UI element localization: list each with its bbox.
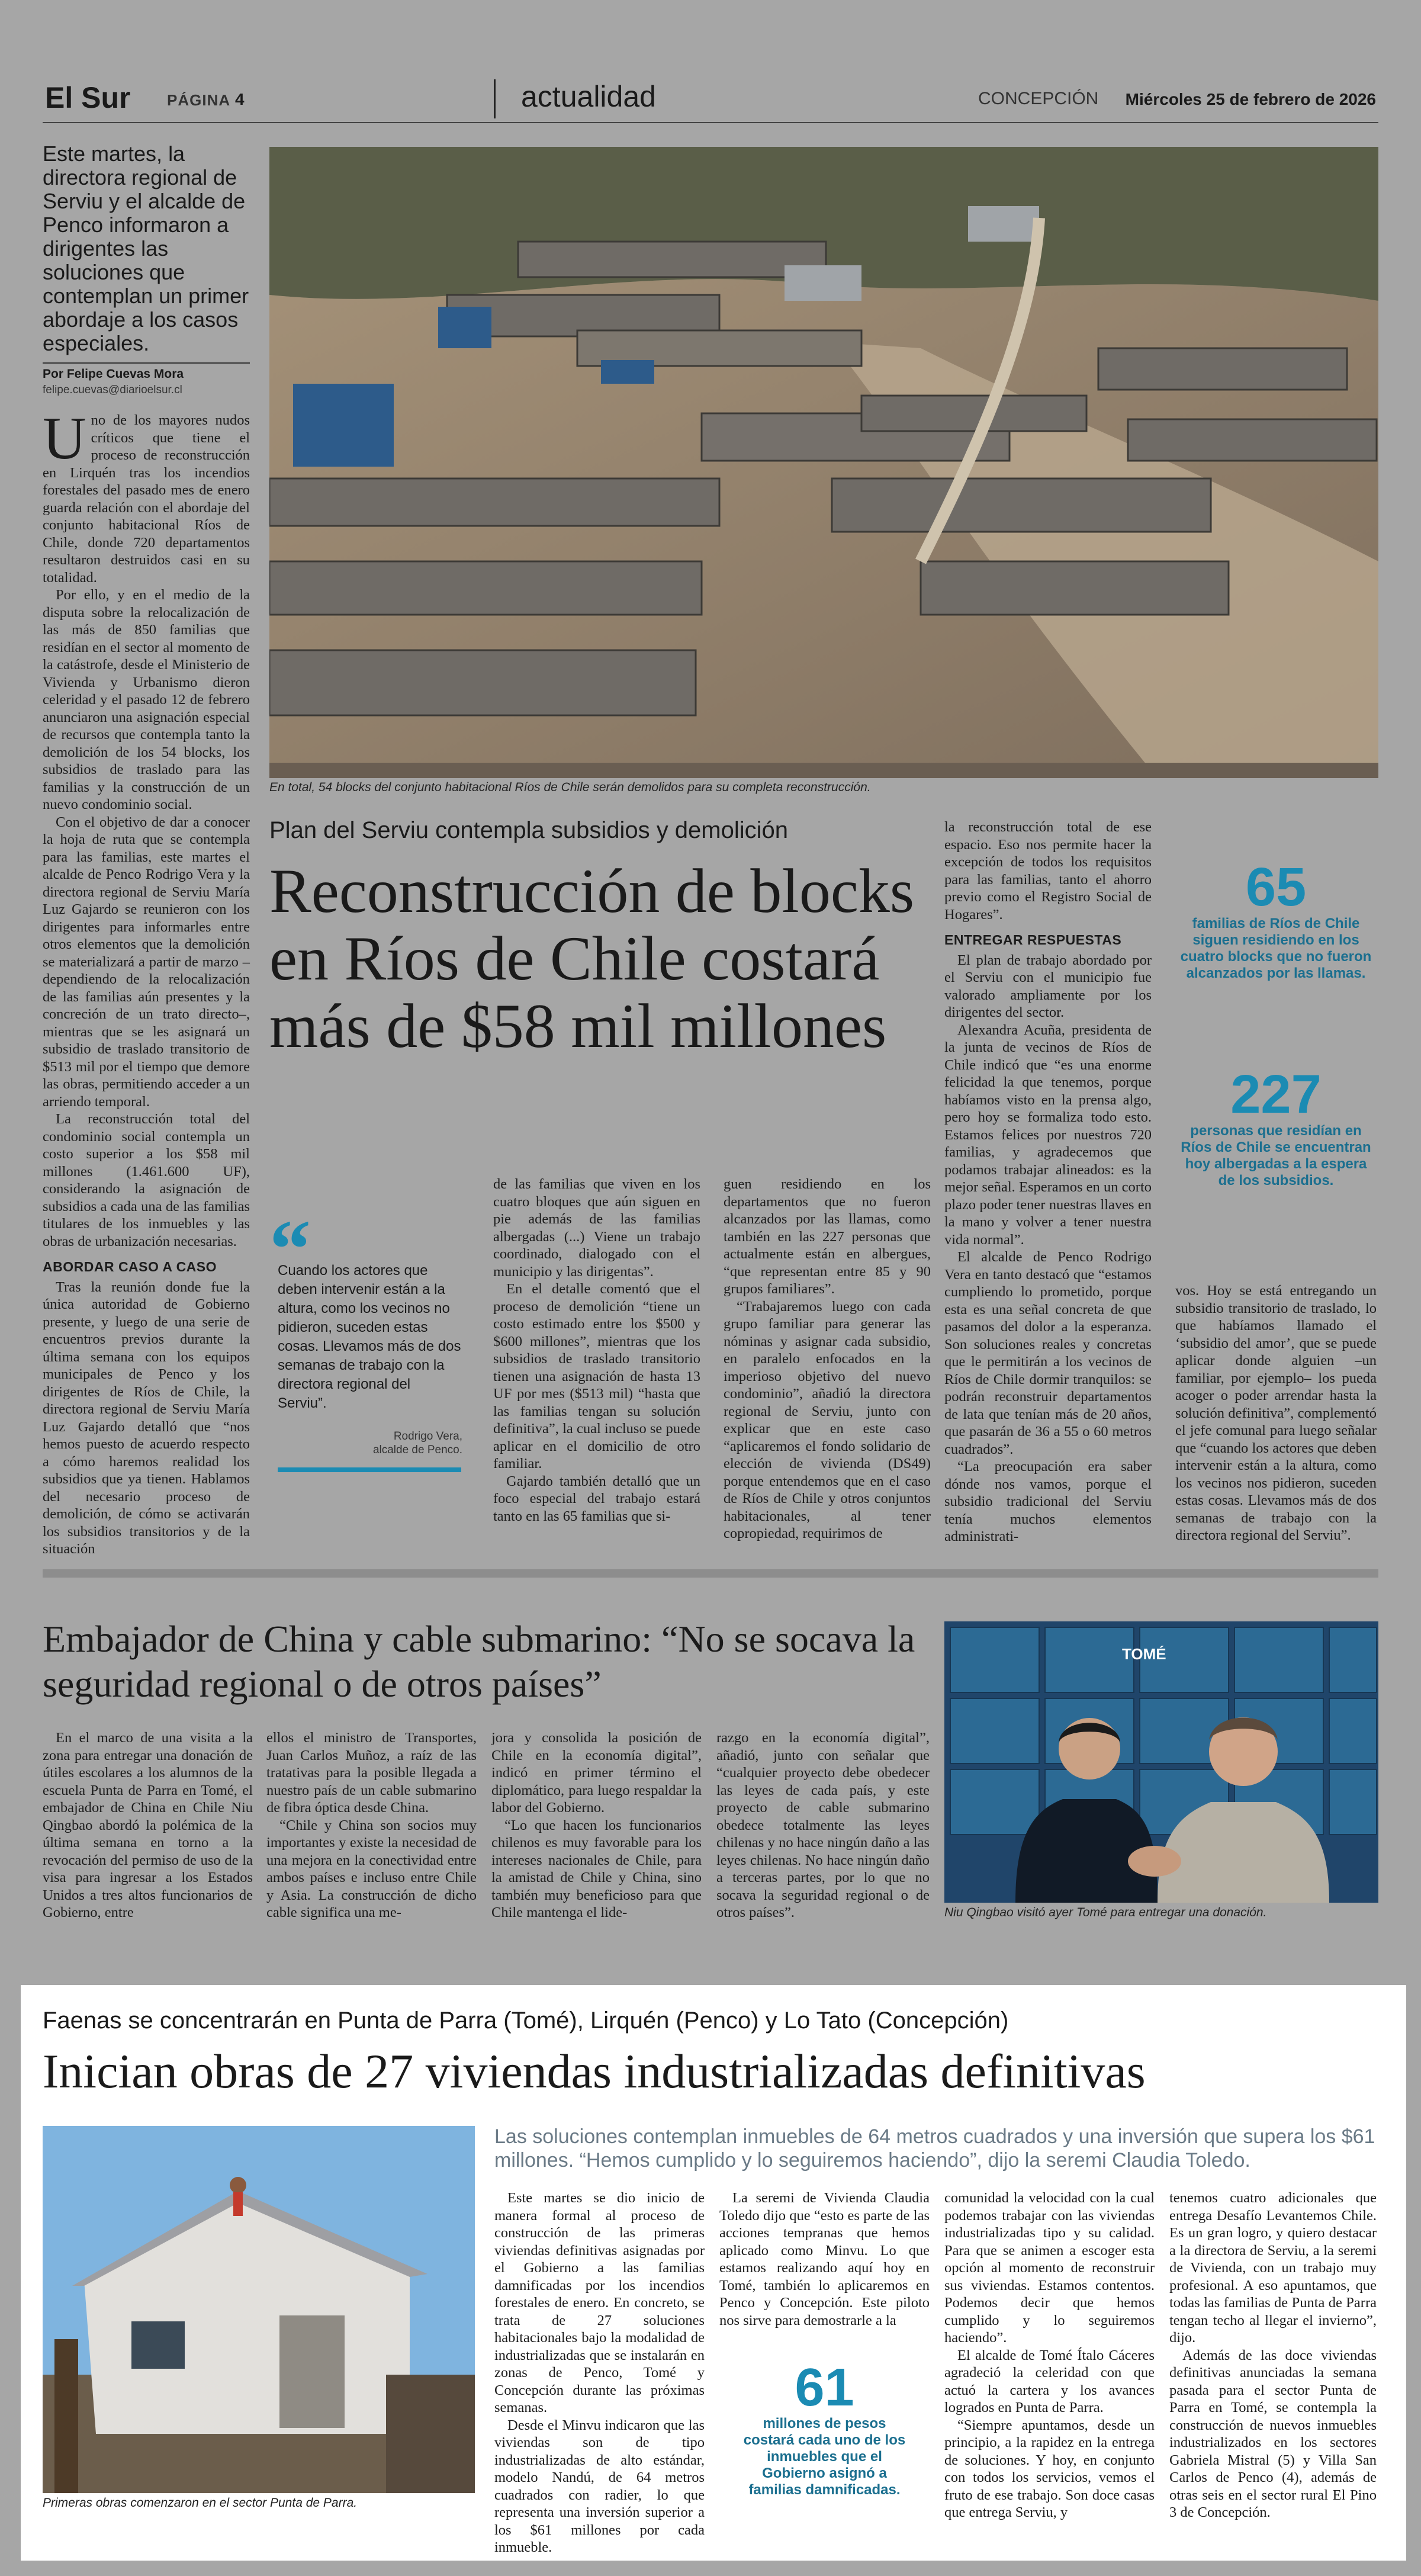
paragraph: Gajardo también detalló que un foco especial del trabajo estará tanto en las 65 familias que si- [493, 1473, 700, 1524]
story3-column-4 [1169, 2189, 1377, 2522]
subhead-abordar: ABORDAR CASO A CASO [43, 1259, 217, 1274]
quote-mark-icon: “ [269, 1203, 311, 1295]
paragraph: En el detalle comentó que el proceso de demolición “tiene un costo estimado entre los $500 y $600 millones”, mientras que los subsidios de traslado transitorio tienen una asignación de hasta 13 UF por mes ($513 mil) “hasta que las familias tengan su solución definitiva”, la cual incluso se puede aplicar en el domicilio de otro familiar. [493, 1281, 700, 1472]
quote-text: Cuando los actores que deben intervenir están a la altura, como los vecinos no pidieron, suceden estas cosas. Llevamos más de dos semanas de trabajo con la directora regional del Serviu”. [278, 1263, 461, 1411]
paragraph: La reconstrucción total del condominio social contempla un costo superior a los $58 mil millones (1.461.600 UF), considerando la asignación de subsidios a cada una de las familias titulares de los inmuebles y las obras de urbanización necesarias. [43, 1111, 250, 1250]
paragraph: guen residiendo en los departamentos que no fueron alcanzados por las llamas, como también en las 227 personas que actualmente están en albergues, “que representan entre 85 y 90 grupos familiares”. [724, 1176, 931, 1297]
paragraph: vos. Hoy se está entregando un subsidio transitorio de traslado, lo que habíamos llamado el ‘subsidio del amor’, que se puede aplicar donde alguien –un familiar, por ejemplo– los pueda acoger o poder arrendar hasta la solución definitiva”, complementó el jefe comunal para luego señalar que “cuando los actores que deben intervenir están a la altura, como los vecinos nos pidieron, suceden estas cosas. Llevamos más de dos semanas de trabajo con la directora regional del Serviu”. [1175, 1283, 1377, 1543]
rios-de-chile-photo [269, 147, 1378, 778]
paragraph: La seremi de Vivienda Claudia Toledo dijo que “esto es parte de las acciones tempranas que hemos aplicado como Minvu. Lo que estamos realizando aquí hoy en Tomé, también lo aplicaremos en Penco y Concepción. Este piloto nos sirve para demostrarle a la [719, 2190, 930, 2328]
story1-kicker: Plan del Serviu contempla subsidios y demolición [269, 817, 789, 843]
byline: Por Felipe Cuevas Mora [43, 367, 184, 381]
paragraph: El plan de trabajo abordado por el Serviu con el municipio fue valorado ampliamente por los dirigentes del sector. [944, 952, 1152, 1020]
story2-column-3 [491, 1729, 702, 1922]
header-divider [494, 79, 496, 118]
paragraph: de las familias que viven en los cuatro bloques que aún siguen en pie además de las familias albergadas (...) Viene un trabajo coordinado, dialogado con el municipio y las dirigentas”. [493, 1176, 700, 1280]
paragraph: tenemos cuatro adicionales que entrega Desafío Levantemos Chile. Es un gran logro, y quiero destacar a la directora de Serviu, a la seremi de Vivienda, con un trabajo muy profesional. A eso apuntamos, que todas las familias de Punta de Parra tengan techo al llegar el invierno”, dijo. [1169, 2190, 1377, 2346]
story2-column-1 [43, 1729, 253, 1922]
drop-cap: U [43, 405, 86, 472]
stat-65 [1175, 859, 1377, 982]
city: CONCEPCIÓN [978, 89, 1099, 108]
story2-column-4 [716, 1729, 930, 1922]
date: Miércoles 25 de febrero de 2026 [1125, 90, 1376, 108]
paragraph: Desde el Minvu indicaron que las viviendas son de tipo industrializadas de alto estándar, modelo Nandú, de 64 metros cuadrados con radier, lo que representa una inversión superior a los $61 millones por cada inmueble. [494, 2417, 705, 2555]
paragraph: Por ello, y en el medio de la disputa sobre la relocalización de las más de 850 familias que residían en el sector al momento de la catástrofe, desde el Ministerio de Vivienda y Urbanismo dieron celeridad y el pasado 12 de febrero anunciaron una asignación especial de recursos que contempla tanto la demolición de los 54 blocks, los subsidios de traslado para las familias y la construcción de un nuevo condominio social. [43, 587, 250, 812]
paragraph: la reconstrucción total de ese espacio. Eso nos permite hacer la excepción de todos los requisitos para las familias, tanto el ahorro previo como el Registro Social de Hogares”. [944, 819, 1152, 923]
section-name: actualidad [521, 80, 656, 113]
stat-text: personas que residían en Ríos de Chile se encuentran hoy albergadas a la espera de los subsidios. [1181, 1123, 1371, 1189]
story2-headline: Embajador de China y cable submarino: “No se socava la seguridad regional o de otros países” [43, 1618, 915, 1705]
paragraph: Con el objetivo de dar a conocer la hoja de ruta que se contempla para las familias, este martes el alcalde de Penco Rodrigo Vera y la directora regional de Serviu María Luz Gajardo se reunieron con los dirigentes para informarles entre otros elementos que la demolición se materializará a partir de marzo –dependiendo de la relocalización de las familias aún presentes y la concreción de un trato directo–, mientras que se les asignará un subsidio de traslado transitorio de $513 mil por el tiempo que demore las obras, permitiendo acceder a un arriendo temporal. [43, 814, 250, 1110]
stat-text: familias de Ríos de Chile siguen residiendo en los cuatro blocks que no fueron alcanzados por las llamas. [1180, 916, 1372, 981]
quote-role: alcalde de Penco. [372, 1444, 462, 1456]
stat-61 [719, 2360, 930, 2498]
paragraph: jora y consolida la posición de Chile en la economía digital”, indicó en primer término el diplomático, para luego respaldar la labor del Gobierno. [491, 1730, 702, 1816]
ambassador-photo [944, 1621, 1378, 1903]
story1-column-5 [944, 818, 1152, 1546]
story3-column-2 [719, 2189, 930, 2329]
story3-column-3 [944, 2189, 1155, 2522]
quote-author: Rodrigo Vera, [393, 1430, 462, 1443]
story3-photo-caption: Primeras obras comenzaron en el sector Punta de Parra. [43, 2496, 358, 2510]
byline-email: felipe.cuevas@diarioelsur.cl [43, 384, 182, 396]
paragraph: Además de las doce viviendas definitivas anunciadas la semana pasada para el sector Punta de Parra en Tomé, se contempla la construcción de nuevos inmuebles industrializados en los sectores Gabriela Mistral (5) y Villa San Carlos de Penco (4), además de otras seis en el sector rural El Pino 3 de Concepción. [1169, 2347, 1377, 2520]
byline-rule [43, 362, 250, 364]
paragraph: comunidad la velocidad con la cual podemos trabajar con las viviendas industrializadas tipo y su calidad. Para que se animen a escoger esta opción al momento de reconstruir sus viviendas. Estamos contentos. Podemos decir que hemos cumplido y lo seguiremos haciendo”. [944, 2190, 1155, 2346]
story3-lead: Las soluciones contemplan inmuebles de 64 metros cuadrados y una inversión que supera los $61 millones. “Hemos cumplido y lo seguiremos haciendo”, dijo la seremi Claudia Toledo. [494, 2125, 1375, 2172]
paragraph: El alcalde de Penco Rodrigo Vera en tanto destacó que “estamos cumpliendo lo prometido, porque esta es una señal concreta de que pasamos del dolor a la esperanza. Son soluciones reales y concretas que le permitirán a los vecinos de Ríos de Chile dormir tranquilos: se podrán reconstruir departamentos de lata que tenían más de 20 años, que pasarán de 36 a 55 o 60 metros cuadrados”. [944, 1249, 1152, 1457]
pull-quote [269, 1203, 471, 1480]
paragraph: Este martes se dio inicio de manera formal al proceso de construcción de las primeras viviendas definitivas asignadas por el Gobierno a las familias damnificadas por los incendios forestales de enero. En concreto, se trata de 27 soluciones habitacionales bajo la modalidad de industrializadas que se instalarán en zonas de Penco, Tomé y Concepción durante las próximas semanas. [494, 2190, 705, 2416]
page-number: 4 [235, 90, 245, 108]
story1-headline: Reconstrucción de blocks en Ríos de Chile costará más de $58 mil millones [269, 856, 915, 1061]
story1-column-6 [1175, 1282, 1377, 1544]
story2-photo-caption: Niu Qingbao visitó ayer Tomé para entregar una donación. [944, 1906, 1267, 1919]
paragraph: “Chile y China son socios muy importantes y existe la necesidad de una mejora en la conectividad entre ambos países e incluso entre Chile y Asia. La construcción de dicho cable significa una me- [266, 1817, 477, 1920]
paper-name: El Sur [45, 81, 131, 114]
stat-227 [1175, 1066, 1377, 1189]
story1-column-3 [493, 1175, 700, 1525]
story3-kicker: Faenas se concentrarán en Punta de Parra (Tomé), Lirquén (Penco) y Lo Tato (Concepción) [43, 2008, 1009, 2034]
story3-headline: Inician obras de 27 viviendas industrializadas definitivas [43, 2044, 1146, 2098]
paragraph: “Trabajaremos luego con cada grupo familiar para generar las nóminas y asignar cada subsidio, en paralelo enfocados en la imperioso objetivo del nuevo condominio”, añadió la directora regional de Serviu, junto con explicar que en este caso “aplicaremos el fondo solidario de elección de vivienda (DS49) porque entendemos que en el caso de Ríos de Chile y otros conjuntos habitacionales, al tener copropiedad, requirimos de [724, 1298, 931, 1541]
story1-column-1 [43, 405, 250, 1558]
page-label: PÁGINA [167, 91, 231, 109]
stat-number: 227 [1230, 1064, 1322, 1125]
story1-lead: Este martes, la directora regional de Serviu y el alcalde de Penco informaron a dirigentes las soluciones que contemplan un primer abordaje a los casos especiales. [43, 142, 249, 355]
story1-photo-caption: En total, 54 blocks del conjunto habitacional Ríos de Chile serán demolidos para su completa reconstrucción. [269, 780, 871, 794]
banner-word: TOMÉ [1122, 1645, 1166, 1663]
story2-column-2 [266, 1729, 477, 1922]
stat-number: 61 [795, 2358, 854, 2417]
paragraph: Alexandra Acuña, presidenta de la junta de vecinos de Ríos de Chile indicó que “es una enorme felicidad la que tenemos, porque habíamos visto en la prensa algo, pero hoy se formaliza todo esto. Estamos felices por nuestros 720 familias, y agradecemos que podamos trabajar alineados: es la mejor señal. Esperamos en un corto plazo poder tener nuestras llaves en la mano y volver a tener nuestra vida normal”. [944, 1022, 1152, 1248]
paragraph: “Siempre apuntamos, desde un principio, a la rapidez en la entrega de soluciones. Y hoy, en conjunto con todos los servicios, vemos el fruto de ese trabajo. Son doce casas que entrega Serviu, y [944, 2417, 1155, 2520]
paragraph: Tras la reunión donde fue la única autoridad de Gobierno presente, y luego de una serie de encuentros previos durante la última semana con los equipos municipales de Penco y los dirigentes de Ríos de Chile, la directora regional de Serviu María Luz Gajardo detalló que “nos hemos puesto de acuerdo respecto a cómo haremos realidad los subsidios que ya tienen. Hablamos del necesario proceso de demolición, de cómo se activarán los subsidios transitorios y de la situación [43, 1279, 250, 1557]
paragraph: El alcalde de Tomé Ítalo Cáceres agradeció la celeridad con que actuó la cartera y los avances logrados en Punta de Parra. [944, 2347, 1155, 2416]
story1-column-4 [724, 1175, 931, 1543]
quote-rule [278, 1467, 461, 1472]
stat-text: millones de pesos costará cada uno de los inmuebles que el Gobierno asignó a familias damnificadas. [743, 2416, 906, 2498]
stat-number: 65 [1245, 857, 1307, 917]
paragraph: no de los mayores nudos críticos que tiene el proceso de reconstrucción en Lirquén tras los incendios forestales del pasado mes de enero guarda relación con el abordaje del conjunto habitacional Ríos de Chile, donde 720 departamentos resultaron destruidos casi en su totalidad. [43, 412, 250, 586]
masthead [43, 75, 1378, 123]
paragraph: razgo en la economía digital”, añadió, junto con señalar que “cualquier proyecto debe obedecer las leyes de cada país, y este proyecto de cable submarino obedece totalmente las leyes chilenas y no hace ningún daño a las leyes chilenas. No hace ningún daño a terceras partes, por lo que no socava la seguridad regional o de otros países”. [716, 1730, 930, 1920]
paragraph: “La preocupación era saber dónde nos vamos, porque el subsidio tradicional del Serviu tenía muchos elementos administrati- [944, 1459, 1152, 1544]
paragraph: En el marco de una visita a la zona para entregar una donación de útiles escolares a los alumnos de la escuela Punta de Parra en Tomé, el embajador de China en Chile Niu Qingbao abordó la polémica de la última semana en torno a la revocación del permiso de uso de la visa para ingresar a los Estados Unidos a tres altos funcionarios de Gobierno, entre [43, 1730, 253, 1920]
subhead-entregar: ENTREGAR RESPUESTAS [944, 932, 1122, 947]
section-separator [43, 1569, 1378, 1578]
paragraph: “Lo que hacen los funcionarios chilenos es muy favorable para los intereses nacionales de Chile, para la amistad de Chile y China, sino también muy beneficioso para que Chile mantenga el lide- [491, 1817, 702, 1920]
paragraph: ellos el ministro de Transportes, Juan Carlos Muñoz, a raíz de las tratativas para la posible llegada a nuestro país de un cable submarino de fibra óptica desde China. [266, 1730, 477, 1816]
house-construction-photo [43, 2126, 475, 2493]
story3-column-1 [494, 2189, 705, 2556]
